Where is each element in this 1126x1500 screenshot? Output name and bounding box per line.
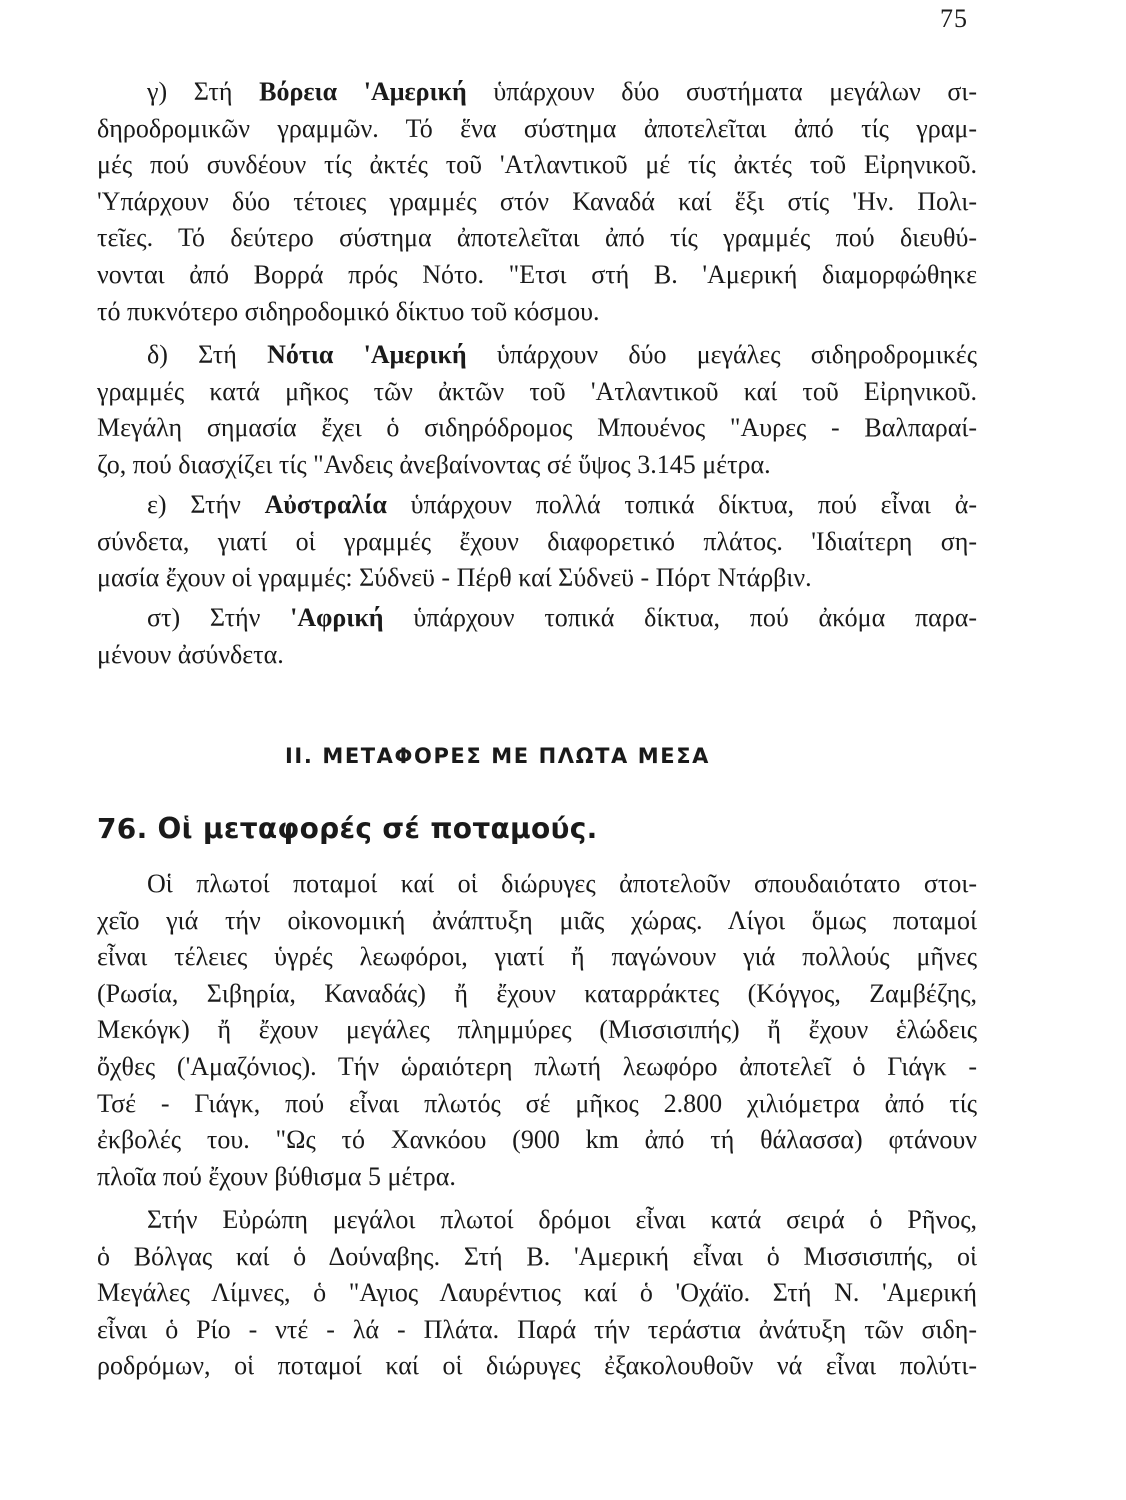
- paragraph-line: μές πού συνδέουν τίς ἀκτές τοῦ 'Ατλαντικοῦ μέ τίς ἀκτές τοῦ Εἰρηνικοῦ.: [97, 150, 977, 180]
- paragraph-line: σύνδετα, γιατί οἱ γραμμές ἔχουν διαφορετικό πλάτος. 'Ιδιαίτερη ση-: [97, 526, 977, 556]
- paragraph-line-rest: ὑπάρχουν δύο συστήματα μεγάλων σι-: [493, 77, 978, 106]
- paragraph-line: Μεκόγκ) ἤ ἔχουν μεγάλες πλημμύρες (Μισσισιπής) ἤ ἔχουν ἑλώδεις: [97, 1015, 977, 1045]
- paragraph-line: τό πυκνότερο σιδηροδομικό δίκτυο τοῦ κόσμου.: [97, 296, 600, 326]
- paragraph-line: ροδρόμων, οἱ ποταμοί καί οἱ διώρυγες ἐξακολουθοῦν νά εἶναι πολύτι-: [97, 1351, 977, 1381]
- paragraph-line: Μεγάλη σημασία ἔχει ὁ σιδηρόδρομος Μπουένος "Αυρες - Βαλπαραί-: [97, 413, 977, 443]
- paragraph-marker: δ) Στή: [147, 340, 237, 369]
- paragraph-line: Οἱ πλωτοί ποταμοί καί οἱ διώρυγες ἀποτελοῦν σπουδαιότατο στοι-: [147, 869, 977, 898]
- paragraph-south-america: [97, 337, 977, 483]
- paragraph-line: μένουν ἀσύνδετα.: [97, 639, 284, 669]
- paragraph-rivers-waterways: [97, 1202, 977, 1385]
- keyword-africa: 'Αφρική: [290, 603, 384, 632]
- paragraph-rivers-intro: [97, 866, 977, 1195]
- section-heading: II. ΜΕΤΑΦΟΡΕΣ ΜΕ ΠΛΩΤΑ ΜΕΣΑ: [285, 744, 710, 768]
- paragraph-africa: [97, 600, 977, 673]
- paragraph-line: τεῖες. Τό δεύτερο σύστημα ἀποτελεῖται ἀπό τίς γραμμές πού διευθύ-: [97, 223, 977, 253]
- paragraph-line-rest: ὑπάρχουν τοπικά δίκτυα, πού ἀκόμα παρα-: [413, 603, 977, 632]
- paragraph-marker: στ) Στήν: [147, 603, 261, 632]
- paragraph-north-america: [97, 74, 977, 330]
- paragraph-line: μασία ἔχουν οἱ γραμμές: Σύδνεϋ - Πέρθ καί Σύδνεϋ - Πόρτ Ντάρβιν.: [97, 563, 812, 593]
- paragraph-line: Στήν Εὐρώπη μεγάλοι πλωτοί δρόμοι εἶναι κατά σειρά ὁ Ρῆνος,: [147, 1205, 977, 1234]
- paragraph-line: ζο, πού διασχίζει τίς "Ανδεις ἀνεβαίνοντας σέ ὕψος 3.145 μέτρα.: [97, 449, 771, 479]
- paragraph-line: νονται ἀπό Βορρά πρός Νότο. "Ετσι στή Β. 'Αμερική διαμορφώθηκε: [97, 259, 977, 289]
- paragraph-line: εἶναι ὁ Ρίο - ντέ - λά - Πλάτα. Παρά τήν τεράστια ἀνάτυξη τῶν σιδη-: [97, 1314, 977, 1344]
- paragraph-line: εἶναι τέλειες ὑγρές λεωφόροι, γιατί ἤ παγώνουν γιά πολλούς μῆνες: [97, 942, 977, 972]
- paragraph-line: δηροδρομικῶν γραμμῶν. Τό ἕνα σύστημα ἀποτελεῖται ἀπό τίς γραμ-: [97, 113, 977, 143]
- paragraph-line: [97, 600, 977, 637]
- paragraph-line: 'Υπάρχουν δύο τέτοιες γραμμές στόν Καναδά καί ἕξι στίς 'Ην. Πολι-: [97, 186, 977, 216]
- page-number: 75: [940, 4, 968, 33]
- paragraph-line-rest: ὑπάρχουν δύο μεγάλες σιδηροδρομικές: [496, 340, 978, 369]
- paragraph-marker: ε) Στήν: [147, 490, 241, 519]
- paragraph-line: γραμμές κατά μῆκος τῶν ἀκτῶν τοῦ 'Ατλαντικοῦ καί τοῦ Εἰρηνικοῦ.: [97, 376, 977, 406]
- paragraph-line: Μεγάλες Λίμνες, ὁ "Αγιος Λαυρέντιος καί ὁ 'Οχάϊο. Στή Ν. 'Αμερική: [97, 1278, 977, 1308]
- paragraph-line: πλοῖα πού ἔχουν βύθισμα 5 μέτρα.: [97, 1161, 456, 1191]
- paragraph-line-rest: ὑπάρχουν πολλά τοπικά δίκτυα, πού εἶναι ἀ-: [410, 490, 978, 519]
- chapter-title: 76. Οἱ μεταφορές σέ ποταμούς.: [97, 812, 598, 845]
- paragraph-line: ὄχθες ('Αμαζόνιος). Τήν ὡραιότερη πλωτή λεωφόρο ἀποτελεῖ ὁ Γιάγκ -: [97, 1051, 977, 1081]
- paragraph-line: ἐκβολές του. "Ως τό Χανκόου (900 km ἀπό τή θάλασσα) φτάνουν: [97, 1125, 977, 1155]
- paragraph-line: ὁ Βόλγας καί ὁ Δούναβης. Στή Β. 'Αμερική εἶναι ὁ Μισσισιπής, οἱ: [97, 1241, 977, 1271]
- paragraph-marker: γ) Στή: [147, 77, 233, 106]
- keyword-south-america: Νότια 'Αμερική: [267, 340, 467, 369]
- paragraph-line: [97, 74, 977, 111]
- paragraph-line: Τσέ - Γιάγκ, πού εἶναι πλωτός σέ μῆκος 2.800 χιλιόμετρα ἀπό τίς: [97, 1088, 977, 1118]
- paragraph-line: [97, 337, 977, 374]
- paragraph-australia: [97, 487, 977, 597]
- keyword-north-america: Βόρεια 'Αμερική: [259, 77, 467, 106]
- paragraph-line: (Ρωσία, Σιβηρία, Καναδάς) ἤ ἔχουν καταρράκτες (Κόγγος, Ζαμβέζης,: [97, 978, 977, 1008]
- paragraph-line: χεῖο γιά τήν οἰκονομική ἀνάπτυξη μιᾶς χώρας. Λίγοι ὅμως ποταμοί: [97, 905, 977, 935]
- keyword-australia: Αὐστραλία: [264, 490, 387, 519]
- paragraph-line: [97, 487, 977, 524]
